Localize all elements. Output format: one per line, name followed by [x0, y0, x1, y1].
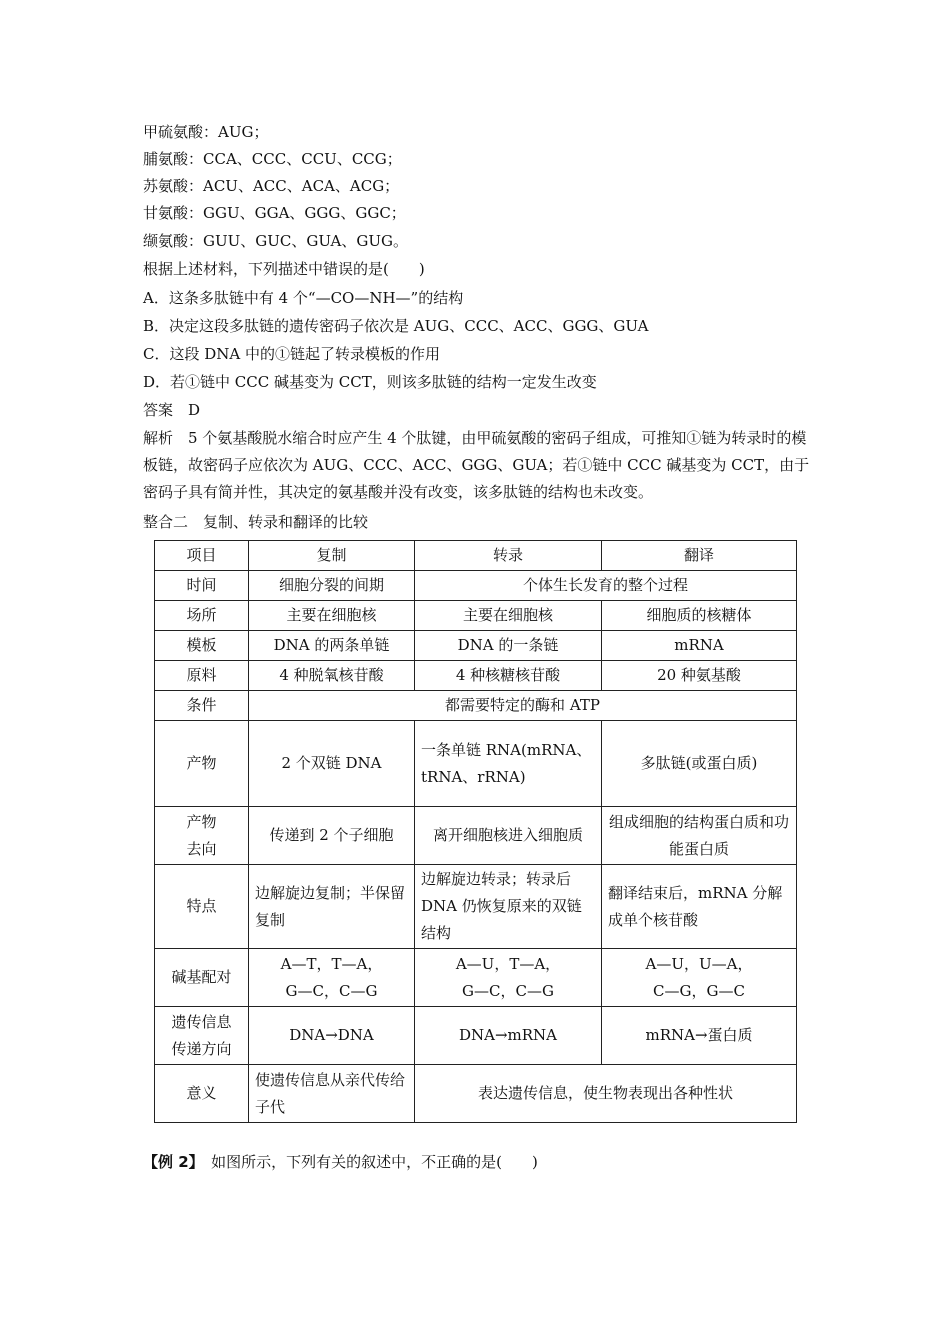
table-cell	[155, 807, 249, 865]
table-row	[155, 691, 797, 721]
pairing-line: G—C，C—G	[285, 981, 378, 1000]
comparison-table	[154, 540, 797, 1123]
pairing-line: A—U，U—A，	[645, 954, 753, 973]
table-cell: 原料	[155, 661, 249, 691]
table-row	[155, 631, 797, 661]
table-cell: 离开细胞核进入细胞质	[415, 807, 602, 865]
table-cell: 主要在细胞核	[249, 601, 415, 631]
option-c: C．这段 DNA 中的①链起了转录模板的作用	[143, 345, 440, 363]
example-label: 【例 2】	[143, 1153, 197, 1171]
row-label: 去向	[186, 839, 217, 858]
table-row	[155, 1065, 797, 1123]
table-cell: 多肽链(或蛋白质)	[602, 721, 797, 807]
example-question	[143, 1149, 538, 1176]
table-cell: 条件	[155, 691, 249, 721]
table-row	[155, 721, 797, 807]
section-title: 整合二 复制、转录和翻译的比较	[143, 513, 369, 531]
table-row	[155, 949, 797, 1007]
table-cell: 项目	[155, 541, 249, 571]
question-stem: 根据上述材料，下列描述中错误的是( )	[143, 260, 425, 278]
table-row	[155, 601, 797, 631]
option-b: B．决定这段多肽链的遗传密码子依次是 AUG、CCC、ACC、GGG、GUA	[143, 317, 649, 335]
table-cell: 产物	[155, 721, 249, 807]
row-label: 遗传信息	[171, 1012, 232, 1031]
table-cell: 特点	[155, 865, 249, 949]
pairing-line: A—T，T—A，	[280, 954, 383, 973]
table-cell: 边解旋边复制；半保留复制	[249, 865, 415, 949]
pairing-line: C—G，G—C	[653, 981, 745, 1000]
option-d: D．若①链中 CCC 碱基变为 CCT，则该多肽链的结构一定发生改变	[143, 373, 597, 391]
table-cell: 4 种脱氧核苷酸	[249, 661, 415, 691]
pairing-line: G—C，C—G	[462, 981, 554, 1000]
codon-line: 甲硫氨酸：AUG；	[143, 123, 269, 141]
table-row	[155, 865, 797, 949]
table-cell: 都需要特定的酶和 ATP	[249, 691, 797, 721]
table-cell: DNA→mRNA	[415, 1007, 602, 1065]
table-row	[155, 1007, 797, 1065]
answer-line: 答案 D	[143, 401, 201, 419]
table-cell: 时间	[155, 571, 249, 601]
table-cell: 场所	[155, 601, 249, 631]
table-cell: 传递到 2 个子细胞	[249, 807, 415, 865]
codon-line: 脯氨酸：CCA、CCC、CCU、CCG；	[143, 150, 402, 168]
example-text: 如图所示，下列有关的叙述中，不正确的是( )	[196, 1153, 538, 1171]
option-a: A．这条多肽链中有 4 个“—CO—NH—”的结构	[143, 289, 464, 307]
table-row	[155, 571, 797, 601]
table-cell: mRNA	[602, 631, 797, 661]
analysis-paragraph: 解析 5 个氨基酸脱水缩合时应产生 4 个肽键，由甲硫氨酸的密码子组成，可推知①链为转录时的模板链，故密码子应依次为 AUG、CCC、ACC、GGG、GUA；若①链中 CCC 碱基变为 CCT，由于密码子具有简并性，其决定的氨基酸并没有改变，该多肽链的结构也未改变。	[143, 429, 810, 501]
table-cell: 碱基配对	[155, 949, 249, 1007]
table-cell: 20 种氨基酸	[602, 661, 797, 691]
table-cell: mRNA→蛋白质	[602, 1007, 797, 1065]
table-cell: 2 个双链 DNA	[249, 721, 415, 807]
table-cell: 翻译	[602, 541, 797, 571]
table-cell	[415, 949, 602, 1007]
table-cell: 组成细胞的结构蛋白质和功能蛋白质	[602, 807, 797, 865]
table-cell: 细胞分裂的间期	[249, 571, 415, 601]
table-cell: 使遗传信息从亲代传给子代	[249, 1065, 415, 1123]
codon-line: 苏氨酸：ACU、ACC、ACA、ACG；	[143, 177, 400, 195]
table-cell: 主要在细胞核	[415, 601, 602, 631]
table-cell	[155, 1007, 249, 1065]
table-cell: DNA 的两条单链	[249, 631, 415, 661]
table-cell: 模板	[155, 631, 249, 661]
table-cell: 一条单链 RNA(mRNA、tRNA、rRNA)	[415, 721, 602, 807]
row-label: 传递方向	[171, 1039, 232, 1058]
table-cell: DNA 的一条链	[415, 631, 602, 661]
table-row	[155, 661, 797, 691]
table-cell: 边解旋边转录；转录后 DNA 仍恢复原来的双链结构	[415, 865, 602, 949]
table-cell: 细胞质的核糖体	[602, 601, 797, 631]
table-cell: 翻译结束后，mRNA 分解成单个核苷酸	[602, 865, 797, 949]
table-cell	[249, 949, 415, 1007]
row-label: 产物	[186, 812, 217, 831]
table-cell: 4 种核糖核苷酸	[415, 661, 602, 691]
table-cell: 表达遗传信息，使生物表现出各种性状	[415, 1065, 797, 1123]
table-cell: 个体生长发育的整个过程	[415, 571, 797, 601]
table-cell: 复制	[249, 541, 415, 571]
codon-line: 缬氨酸：GUU、GUC、GUA、GUG。	[143, 232, 408, 250]
table-cell: 意义	[155, 1065, 249, 1123]
codon-line: 甘氨酸：GGU、GGA、GGG、GGC；	[143, 204, 406, 222]
table-cell: 转录	[415, 541, 602, 571]
table-cell: DNA→DNA	[249, 1007, 415, 1065]
table-row	[155, 541, 797, 571]
table-row	[155, 807, 797, 865]
table-cell	[602, 949, 797, 1007]
pairing-line: A—U，T—A，	[455, 954, 561, 973]
